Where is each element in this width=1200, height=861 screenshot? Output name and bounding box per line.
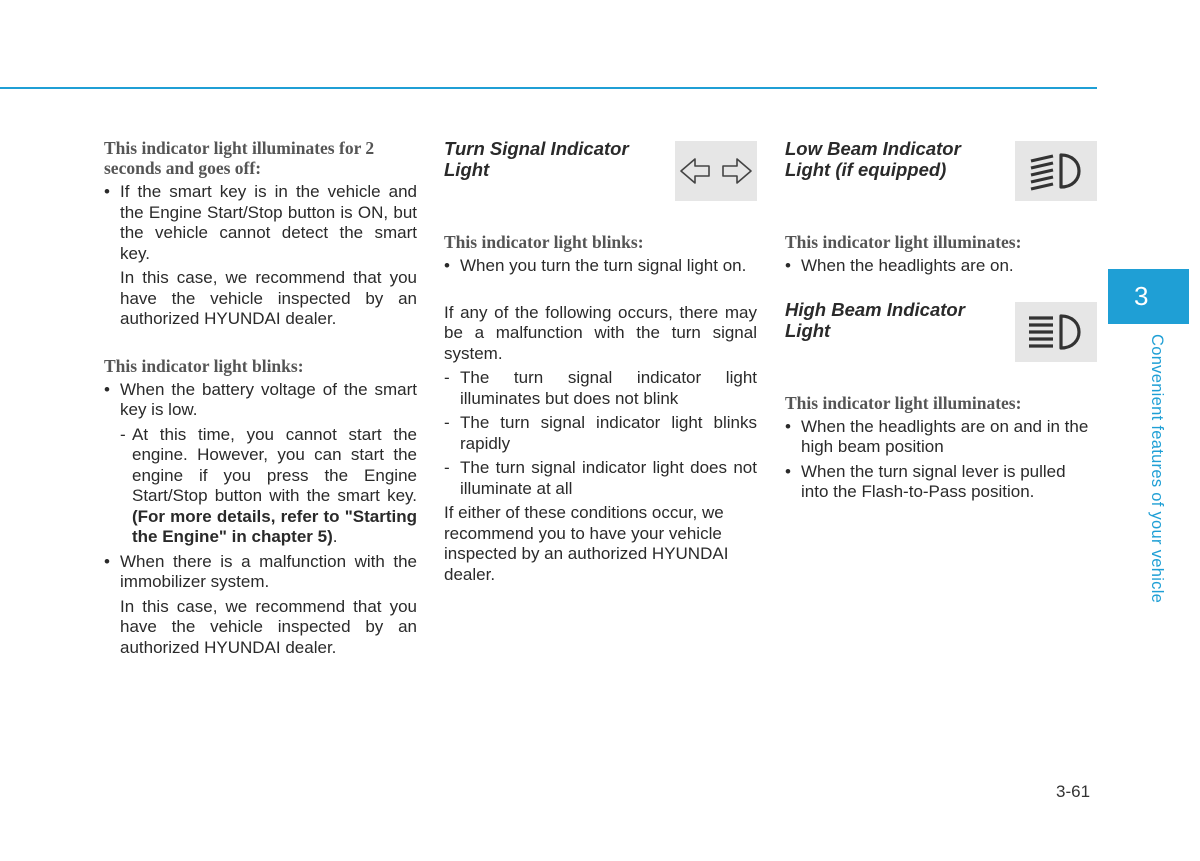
bullet-headlights-on: • When the headlights are on. bbox=[785, 256, 1097, 277]
bullet-high-beam-position: • When the headlights are on and in the high beam position bbox=[785, 417, 1097, 458]
bullet-turn-on: • When you turn the turn signal light on. bbox=[444, 256, 757, 277]
note-dealer-2: In this case, we recommend that you have the vehicle inspected by an authorized HYUNDAI dealer. bbox=[120, 596, 417, 657]
turn-signal-title: Turn Signal Indicator Light bbox=[444, 138, 629, 180]
column-smart-key bbox=[104, 138, 417, 662]
malfunction-item: - The turn signal indicator light illuminates but does not blink bbox=[444, 368, 757, 409]
heading-illuminates-2s: This indicator light illuminates for 2 seconds and goes off: bbox=[104, 138, 375, 178]
page-number: 3-61 bbox=[1056, 782, 1091, 801]
turn-signal-arrows-icon bbox=[675, 141, 757, 201]
chapter-tab: 3 bbox=[1108, 269, 1189, 324]
low-beam-icon bbox=[1015, 141, 1097, 201]
sub-item-end: . bbox=[332, 527, 338, 546]
chapter-title: Convenient features of your vehicle bbox=[1148, 334, 1166, 604]
top-rule bbox=[0, 87, 1097, 89]
heading-blinks: This indicator light blinks: bbox=[104, 355, 304, 376]
malfunction-item: - The turn signal indicator light blinks rapidly bbox=[444, 413, 757, 454]
sub-item-text: At this time, you cannot start the engine. However, you can start the engine if you press the Engine Start/Stop button with the smart key. bbox=[132, 424, 417, 505]
turn-signal-title-row bbox=[444, 138, 757, 202]
sub-item-cannot-start bbox=[104, 425, 417, 548]
low-beam-title: Low Beam Indicator Light (if equipped) bbox=[785, 138, 961, 180]
malfunction-item: - The turn signal indicator light does not illuminate at all bbox=[444, 458, 757, 499]
para-recommend: If either of these conditions occur, we recommend you to have your vehicle inspected by an authorized HYUNDAI dealer. bbox=[444, 503, 729, 584]
high-beam-icon bbox=[1015, 302, 1097, 362]
heading-high-beam: This indicator light illuminates: bbox=[785, 392, 1022, 413]
note-dealer-1: In this case, we recommend that you have the vehicle inspected by an authorized HYUNDAI dealer. bbox=[120, 268, 417, 328]
sub-item-bold-reference: (For more details, refer to "Starting the Engine" in chapter 5) bbox=[132, 506, 417, 546]
bullet-battery-low: • When the battery voltage of the smart key is low. bbox=[104, 380, 417, 421]
bullet-smart-key-not-detected: • If the smart key is in the vehicle and the Engine Start/Stop button is ON, but the vehicle cannot detect the smart key. bbox=[104, 182, 417, 264]
para-malfunction: If any of the following occurs, there may be a malfunction with the turn signal system. bbox=[444, 302, 757, 363]
high-beam-title: High Beam Indicator Light bbox=[785, 298, 965, 341]
column-beam-indicators bbox=[785, 138, 1097, 507]
bullet-immobilizer: • When there is a malfunction with the immobilizer system. bbox=[104, 552, 417, 593]
column-turn-signal bbox=[444, 138, 757, 585]
low-beam-title-row bbox=[785, 138, 1097, 202]
bullet-flash-to-pass: • When the turn signal lever is pulled into the Flash-to-Pass position. bbox=[785, 462, 1097, 503]
heading-turn-blinks: This indicator light blinks: bbox=[444, 232, 644, 252]
heading-low-beam: This indicator light illuminates: bbox=[785, 232, 1022, 252]
high-beam-title-row bbox=[785, 299, 1097, 363]
